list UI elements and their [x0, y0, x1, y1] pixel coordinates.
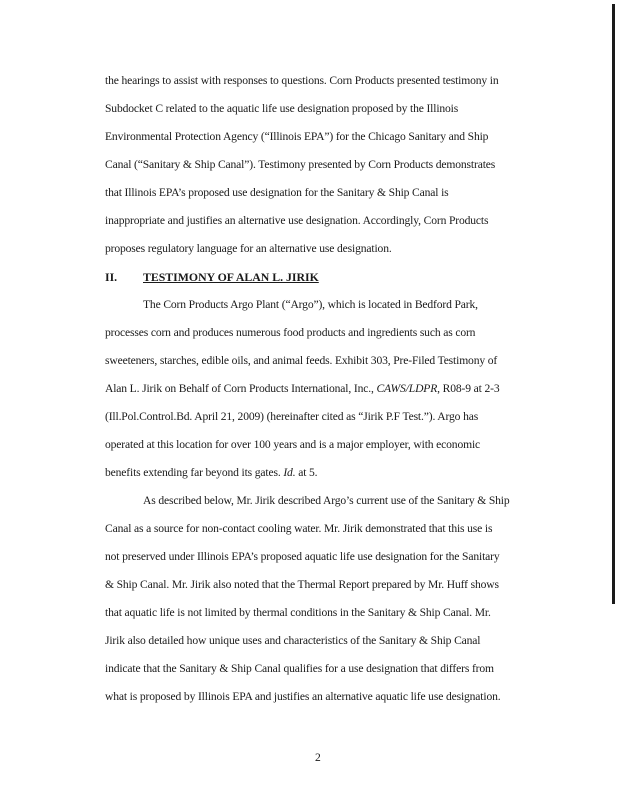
id-citation-italic: Id.	[283, 466, 296, 479]
paragraph-line: inappropriate and justifies an alternative use designation. Accordingly, Corn Products	[105, 214, 489, 227]
paragraph-line: what is proposed by Illinois EPA and justifies an alternative aquatic life use designation.	[105, 690, 501, 703]
paragraph-line: indicate that the Sanitary & Ship Canal qualifies for a use designation that differs from	[105, 662, 494, 675]
paragraph-line: As described below, Mr. Jirik described Argo’s current use of the Sanitary & Ship	[143, 494, 510, 507]
section-heading	[105, 270, 319, 284]
paragraph-line	[105, 466, 317, 480]
paragraph-line: operated at this location for over 100 years and is a major employer, with economic	[105, 438, 481, 451]
paragraph-line: that Illinois EPA’s proposed use designation for the Sanitary & Ship Canal is	[105, 186, 449, 199]
paragraph-line: Jirik also detailed how unique uses and characteristics of the Sanitary & Ship Canal	[105, 634, 481, 647]
citation-text: Alan L. Jirik on Behalf of Corn Products International, Inc.,	[105, 382, 377, 395]
case-name-italic: CAWS/LDPR	[376, 382, 438, 395]
paragraph-line	[105, 382, 499, 396]
citation-text: , R08-9 at 2-3	[437, 382, 500, 395]
paragraph-line: Canal as a source for non-contact cooling water. Mr. Jirik demonstrated that this use is	[105, 522, 493, 535]
paragraph-line: Environmental Protection Agency (“Illinois EPA”) for the Chicago Sanitary and Ship	[105, 130, 489, 143]
scan-edge-bar	[612, 4, 615, 604]
paragraph-text: benefits extending far beyond its gates.	[105, 466, 284, 479]
paragraph-line: & Ship Canal. Mr. Jirik also noted that the Thermal Report prepared by Mr. Huff shows	[105, 578, 499, 591]
paragraph-line: processes corn and produces numerous food products and ingredients such as corn	[105, 326, 476, 339]
paragraph-line: Canal (“Sanitary & Ship Canal”). Testimony presented by Corn Products demonstrates	[105, 158, 496, 171]
section-title: TESTIMONY OF ALAN L. JIRIK	[143, 270, 319, 284]
paragraph-text: at 5.	[295, 466, 318, 479]
page-number: 2	[315, 751, 321, 764]
paragraph-line: sweeteners, starches, edible oils, and animal feeds. Exhibit 303, Pre-Filed Testimony of	[105, 354, 498, 367]
paragraph-line: not preserved under Illinois EPA’s proposed aquatic life use designation for the Sanitary	[105, 550, 500, 563]
paragraph-line: Subdocket C related to the aquatic life use designation proposed by the Illinois	[105, 102, 459, 115]
paragraph-line: proposes regulatory language for an alternative use designation.	[105, 242, 392, 255]
paragraph-line: that aquatic life is not limited by thermal conditions in the Sanitary & Ship Canal. Mr.	[105, 606, 491, 619]
paragraph-line: The Corn Products Argo Plant (“Argo”), which is located in Bedford Park,	[143, 298, 478, 311]
section-number: II.	[105, 270, 118, 284]
paragraph-line: the hearings to assist with responses to questions. Corn Products presented testimony in	[105, 74, 499, 87]
paragraph-line: (Ill.Pol.Control.Bd. April 21, 2009) (hereinafter cited as “Jirik P.F Test.”). Argo has	[105, 410, 479, 423]
